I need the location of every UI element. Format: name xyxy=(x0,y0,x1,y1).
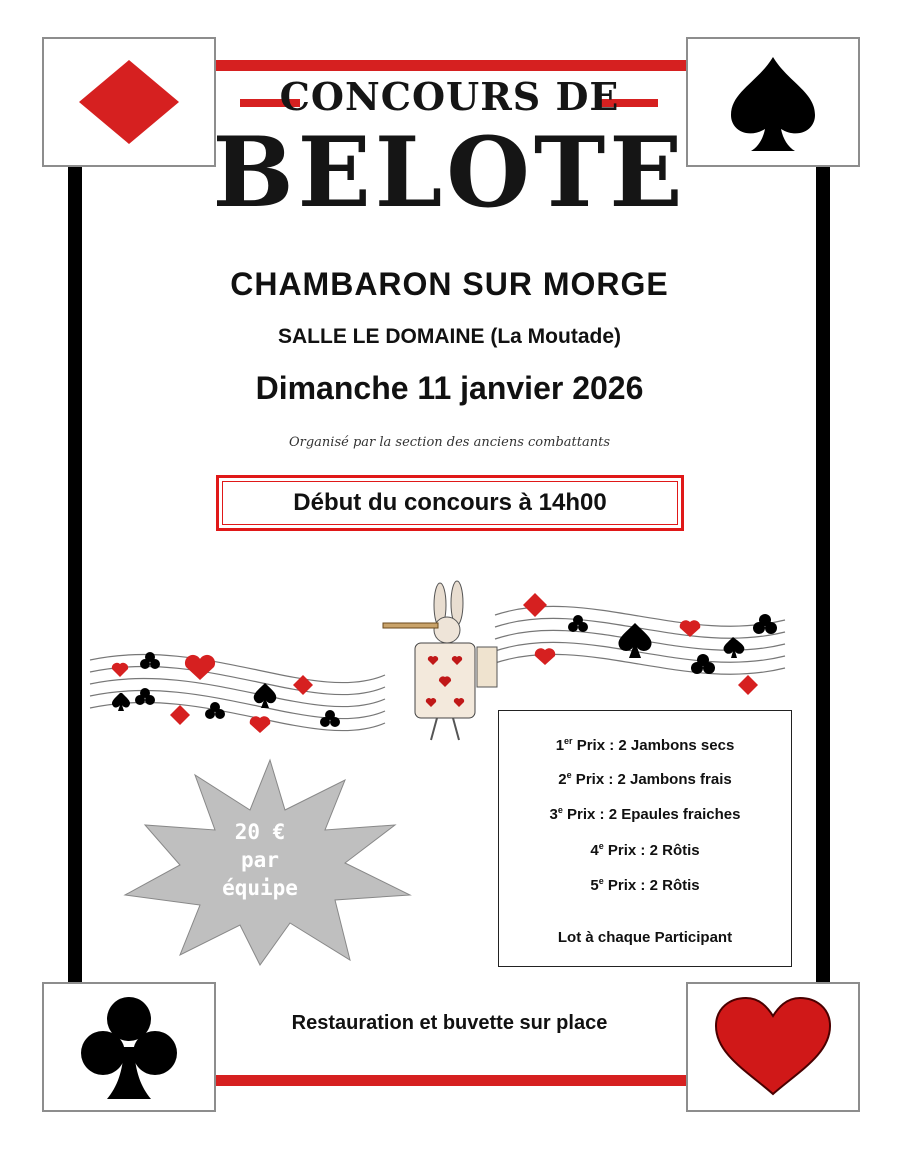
prize-item: 4e Prix : 2 Rôtis xyxy=(590,841,700,859)
venue-name: SALLE LE DOMAINE (La Moutade) xyxy=(278,325,621,348)
start-time-box xyxy=(216,475,684,531)
event-date: Dimanche 11 janvier 2026 xyxy=(255,370,644,406)
prize-item: 2e Prix : 2 Jambons frais xyxy=(558,770,732,788)
participant-lot: Lot à chaque Participant xyxy=(557,929,733,946)
title-belote: BELOTE xyxy=(212,116,687,229)
start-time-text: Début du concours à 14h00 xyxy=(222,481,678,525)
rabbit-card-figure-icon xyxy=(383,581,497,740)
price-text-team: équipe xyxy=(222,876,298,900)
prize-item: 5e Prix : 2 Rôtis xyxy=(590,876,700,894)
prize-item: 1er Prix : 2 Jambons secs xyxy=(555,736,735,754)
corner-bottom-right xyxy=(686,982,860,1112)
organizer-note: Organisé par la section des anciens combattants xyxy=(288,435,610,450)
title-concours: CONCOURS DE xyxy=(279,74,620,119)
prize-list-box xyxy=(498,710,792,967)
club-icon xyxy=(69,987,189,1107)
catering-note: Restauration et buvette sur place xyxy=(291,1012,608,1034)
frame-bottom-red-bar xyxy=(210,1075,690,1086)
price-text-per: par xyxy=(241,848,279,872)
corner-bottom-left xyxy=(42,982,216,1112)
town-name: CHAMBARON SUR MORGE xyxy=(230,266,669,302)
price-text-amount: 20 € xyxy=(234,820,286,844)
prize-item: 3e Prix : 2 Epaules fraiches xyxy=(549,805,741,823)
frame-top-red-bar xyxy=(210,60,690,71)
heart-icon xyxy=(708,992,838,1102)
